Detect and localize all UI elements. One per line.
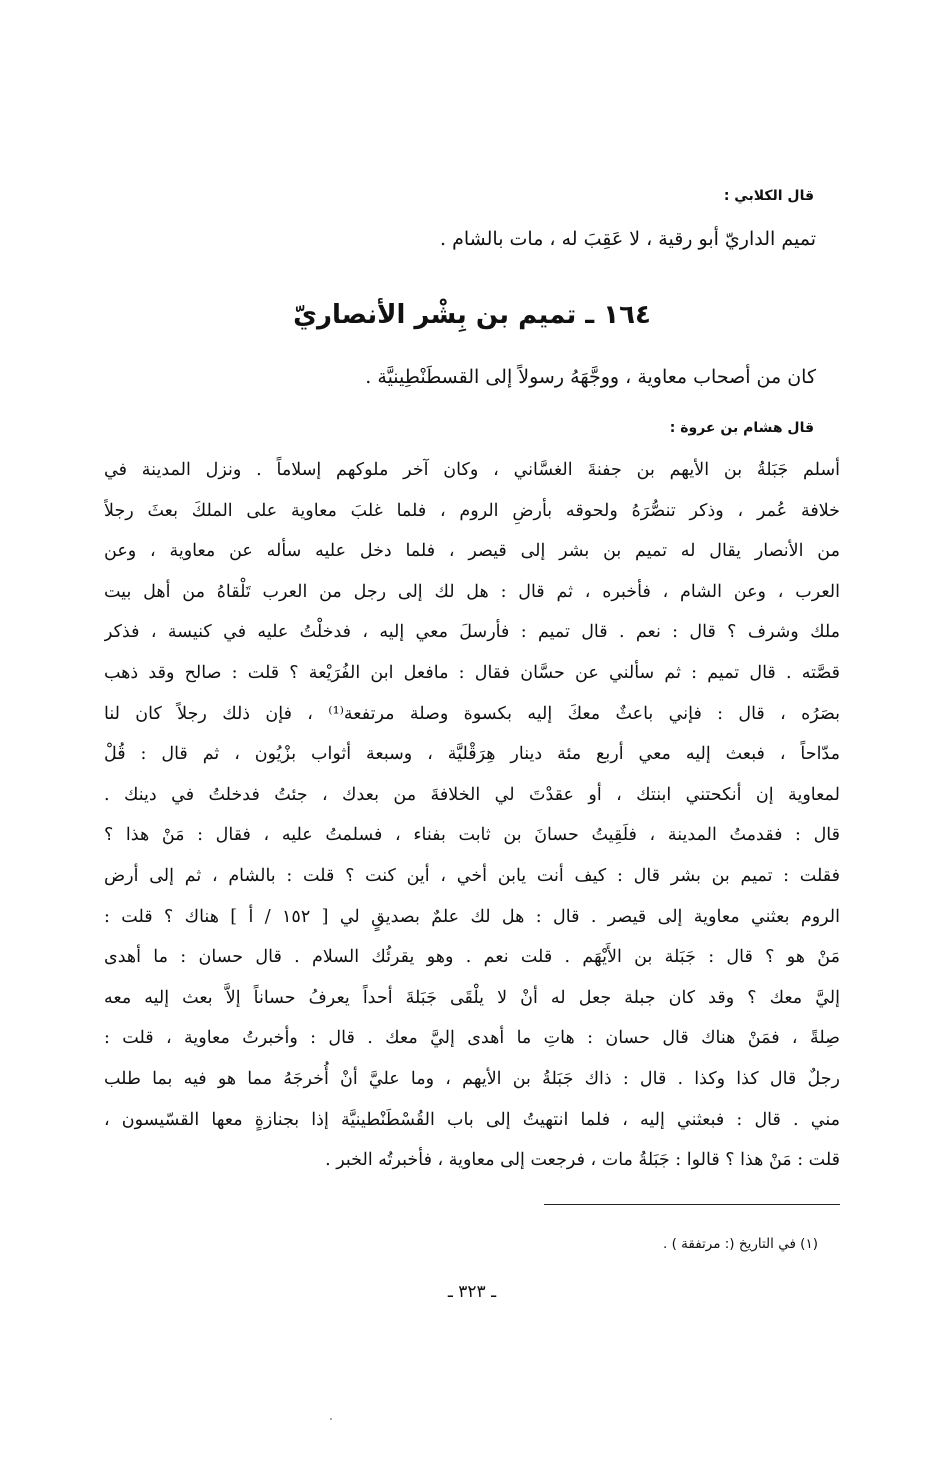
entry-title: ١٦٤ ـ تميم بن بِشْر الأنصاريّ bbox=[293, 300, 651, 330]
body-line: أسلم جَبَلةُ بن الأيهم بن جفنةَ الغسَّاني ، وكان آخر ملوكهم إسلاماً . ونزل المدينة في bbox=[104, 460, 840, 480]
source-label: قال هشام بن عروة : bbox=[669, 420, 814, 436]
body-line: صِلةً ، فمَنْ هناك قال حسان : هاتِ ما أهدى إليَّ معك . قال : وأخبرتُ معاوية ، قلت : bbox=[104, 1028, 840, 1049]
body-line: من الأنصار يقال له تميم بن بشر إلى قيصر ، فلما دخل عليه سأله عن معاوية ، وعن bbox=[104, 541, 840, 562]
page-number: ـ ٣٢٣ ـ bbox=[447, 1282, 497, 1302]
body-line: قال : فقدمتُ المدينة ، فلَقِيتُ حسانَ بن ثابت بفناء ، فسلمتُ عليه ، فقال : مَنْ هذا ؟ bbox=[104, 825, 840, 846]
footnote: (١) في التاريخ (: مرتفقة ) . bbox=[662, 1236, 818, 1252]
body-line: خلافة عُمر ، وذكر تنصُّرَهُ ولحوقه بأرضِ الروم ، فلما غلبَ معاوية على الملكَ بعثَ رجلاً bbox=[104, 500, 840, 521]
body-line: مَنْ هو ؟ قال : جَبَلة بن الأَيْهَم . قلت نعم . وهو يقرئُك السلام . قال حسان : ما أهدى bbox=[104, 947, 840, 968]
scan-speck bbox=[330, 1418, 332, 1420]
entry-line: تميم الداريّ أبو رقية ، لا عَقِبَ له ، مات بالشام . bbox=[440, 228, 816, 250]
body-line: الروم بعثني معاوية إلى قيصر . قال : هل لك علمٌ بصديقٍ لي [ ١٥٢ / أ ] هناك ؟ قلت : bbox=[104, 906, 840, 927]
body-line: مني . قال : فبعثني إليه ، فلما انتهيتُ إلى باب القُسْطَنْطينيَّة إذا بجنازةٍ معها القسّيسون ، bbox=[104, 1109, 840, 1130]
footnote-divider bbox=[544, 1204, 840, 1205]
body-line: مدّاحاً ، فبعث إليه معي أربع مئة دينار هِرَقْليَّة ، وسبعة أثواب بزْيُون ، ثم قال : قُلْ bbox=[104, 744, 840, 765]
body-paragraph bbox=[104, 450, 840, 1181]
entry-intro: كان من أصحاب معاوية ، ووجَّهَهُ رسولاً إلى القسطَنْطِينيَّة . bbox=[365, 366, 816, 388]
body-line: رجلٌ قال كذا وكذا . قال : ذاك جَبَلةُ بن الأيهم ، وما عليَّ أنْ أُخرجَهُ مما هو فيه بما طلب bbox=[104, 1068, 840, 1089]
body-line: ملك وشرف ؟ قال : نعم . قال تميم : فأرسلَ معي إليه ، فدخلْتُ عليه في كنيسة ، فذكر bbox=[104, 622, 840, 643]
body-line: لمعاوية إن أنكحتني ابنتك ، أو عقدْتَ لي الخلافةَ من بعدك ، جئتُ فدخلتُ في دينك . bbox=[104, 784, 840, 805]
body-line: قصَّته . قال تميم : ثم سألني عن حسَّان فقال : مافعل ابن الفُرَيْعة ؟ قلت : صالح وقد ذهب bbox=[104, 662, 840, 683]
body-line: العرب ، وعن الشام ، فأخبره ، ثم قال : هل لك إلى رجل من العرب تَلْقاهُ من أهل بيت bbox=[104, 581, 840, 602]
body-line: قلت : مَنْ هذا ؟ قالوا : جَبَلةُ مات ، فرجعت إلى معاوية ، فأخبرتُه الخبر . bbox=[325, 1150, 840, 1171]
body-line: بصَرُه ، قال : فإني باعثٌ معكَ إليه بكسوة وصلة مرتفعة⁽¹⁾ ، فإن ذلك رجلاً كان لنا bbox=[104, 703, 840, 724]
body-line: فقلت : تميم بن بشر قال : كيف أنت يابن أخي ، أين كنت ؟ قلت : بالشام ، ثم إلى أرض bbox=[104, 865, 840, 886]
speaker-label: قال الكلابي : bbox=[723, 188, 814, 204]
body-line: إليَّ معك ؟ وقد كان جبلة جعل له أنْ لا يلْقَى جَبَلةَ أحداً يعرفُ حساناً إلاَّ بعث إليه معه bbox=[104, 987, 840, 1008]
